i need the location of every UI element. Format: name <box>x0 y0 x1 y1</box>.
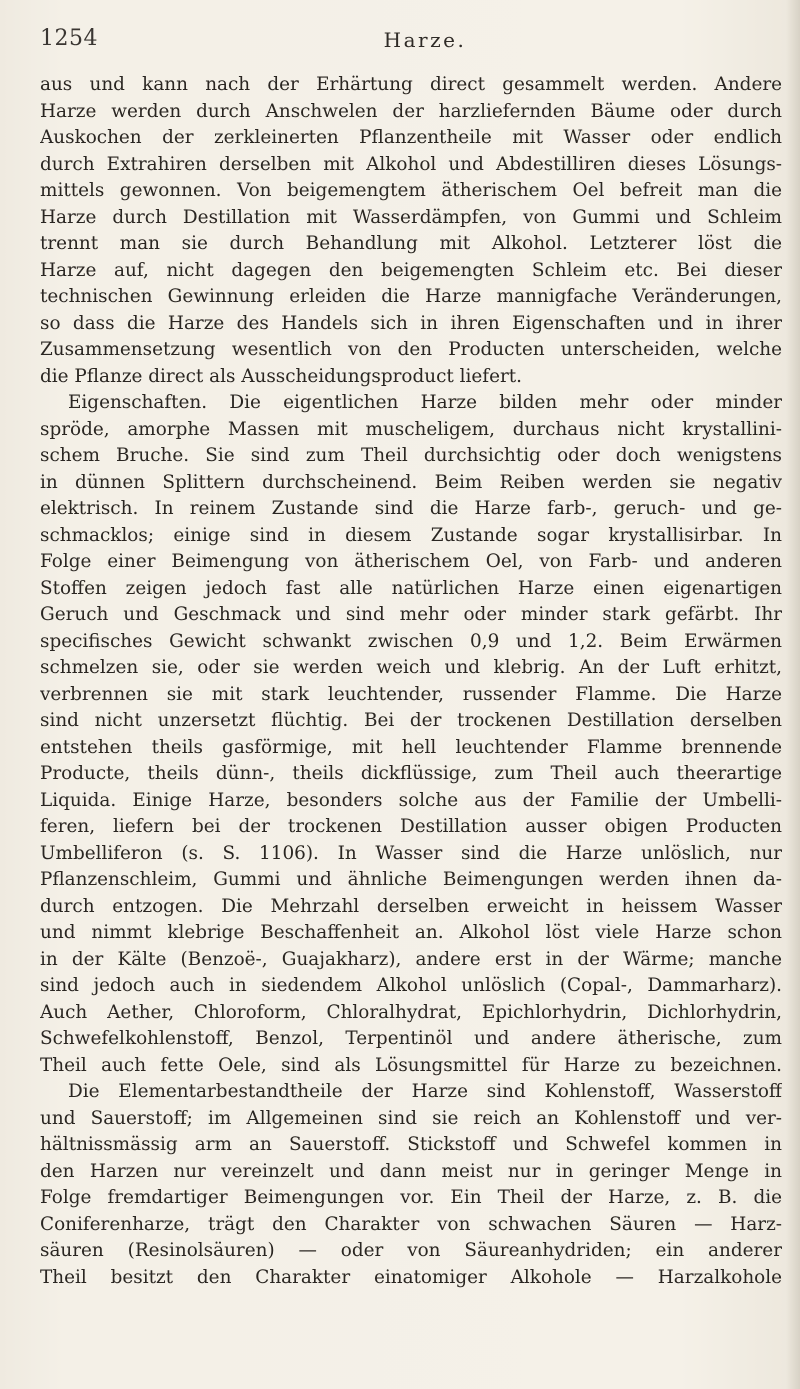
text-line: Harze auf, nicht dagegen den beigemengten Schleim etc. Bei dieser <box>40 259 782 281</box>
text-line: die Pflanze direct als Ausscheidungsproduct liefert. <box>40 365 522 387</box>
text-line: Theil auch fette Oele, sind als Lösungsmittel für Harze zu bezeichnen. <box>40 1054 782 1076</box>
text-line: verbrennen sie mit stark leuchtender, russender Flamme. Die Harze <box>40 683 782 705</box>
text-line: in der Kälte (Benzoë-, Guajakharz), andere erst in der Wärme; manche <box>40 948 782 970</box>
text-line: specifisches Gewicht schwankt zwischen 0,9 und 1,2. Beim Erwärmen <box>40 630 782 652</box>
text-line: Die Elementarbestandtheile der Harze sind Kohlenstoff, Wasserstoff <box>68 1081 782 1102</box>
text-line: aus und kann nach der Erhärtung direct gesammelt werden. Andere <box>40 74 782 95</box>
body-text <box>40 72 782 1291</box>
text-line: schmacklos; einige sind in diesem Zustande sogar krystallisirbar. In <box>40 524 782 546</box>
text-line: sind jedoch auch in siedendem Alkohol unlöslich (Copal-, Dammarharz). <box>40 975 782 996</box>
text-line: in dünnen Splittern durchscheinend. Beim Reiben werden sie negativ <box>40 471 782 493</box>
text-line: den Harzen nur vereinzelt und dann meist nur in geringer Menge in <box>40 1160 782 1182</box>
text-line: Producte, theils dünn-, theils dickflüssige, zum Theil auch theerartige <box>40 763 782 784</box>
text-line: hältnissmässig arm an Sauerstoff. Stickstoff und Schwefel kommen in <box>40 1134 782 1155</box>
text-line: Schwefelkohlenstoff, Benzol, Terpentinöl und andere ätherische, zum <box>40 1028 782 1049</box>
text-line: mittels gewonnen. Von beigemengtem ätherischem Oel befreit man die <box>40 180 782 201</box>
text-line: elektrisch. In reinem Zustande sind die Harze farb-, geruch- und ge- <box>40 498 782 519</box>
text-line: durch Extrahiren derselben mit Alkohol und Abdestilliren dieses Lösungs- <box>40 153 782 175</box>
text-line: Harze durch Destillation mit Wasserdämpfen, von Gummi und Schleim <box>40 206 782 228</box>
text-line: Liquida. Einige Harze, besonders solche aus der Familie der Umbelli- <box>40 789 782 811</box>
text-line: Harze werden durch Anschwelen der harzliefernden Bäume oder durch <box>40 100 782 122</box>
text-line: Stoffen zeigen jedoch fast alle natürlichen Harze einen eigenartigen <box>40 577 782 599</box>
text-line: Pflanzenschleim, Gummi und ähnliche Beimengungen werden ihnen da- <box>40 869 782 890</box>
text-line: und Sauerstoff; im Allgemeinen sind sie reich an Kohlenstoff und ver- <box>40 1107 782 1129</box>
text-line: und nimmt klebrige Beschaffenheit an. Alkohol löst viele Harze schon <box>40 922 782 943</box>
text-line: säuren (Resinolsäuren) — oder von Säureanhydriden; ein anderer <box>40 1240 782 1261</box>
running-head: Harze. <box>383 28 467 52</box>
text-line: Auskochen der zerkleinerten Pflanzentheile mit Wasser oder endlich <box>40 127 782 148</box>
text-line: Theil besitzt den Charakter einatomiger Alkohole — Harzalkohole <box>40 1266 782 1288</box>
text-line: Auch Aether, Chloroform, Chloralhydrat, Epichlorhydrin, Dichlorhydrin, <box>40 1001 782 1023</box>
text-line: sind nicht unzersetzt flüchtig. Bei der trockenen Destillation derselben <box>40 710 782 731</box>
text-line: so dass die Harze des Handels sich in ihren Eigenschaften und in ihrer <box>40 312 782 334</box>
page-number: 1254 <box>40 26 98 51</box>
text-line: feren, liefern bei der trockenen Destillation ausser obigen Producten <box>40 816 782 837</box>
text-line: Geruch und Geschmack und sind mehr oder minder stark gefärbt. Ihr <box>40 604 782 625</box>
text-line: Folge einer Beimengung von ätherischem Oel, von Farb- und anderen <box>40 551 782 572</box>
text-line: Umbelliferon (s. S. 1106). In Wasser sind die Harze unlöslich, nur <box>40 842 782 864</box>
text-line: Coniferenharze, trägt den Charakter von schwachen Säuren — Harz- <box>40 1213 782 1235</box>
text-line: trennt man sie durch Behandlung mit Alkohol. Letzterer löst die <box>40 233 782 254</box>
text-line: Zusammensetzung wesentlich von den Producten unterscheiden, welche <box>40 339 782 360</box>
text-line: schem Bruche. Sie sind zum Theil durchsichtig oder doch wenigstens <box>40 445 782 466</box>
text-line: entstehen theils gasförmige, mit hell leuchtender Flamme brennende <box>40 736 782 758</box>
text-line: Folge fremdartiger Beimengungen vor. Ein Theil der Harze, z. B. die <box>40 1187 782 1208</box>
page-header <box>40 20 760 60</box>
paragraph-heading-line: Eigenschaften. Die eigentlichen Harze bilden mehr oder minder <box>68 392 782 413</box>
text-line: technischen Gewinnung erleiden die Harze mannigfache Veränderungen, <box>40 286 782 307</box>
text-line: schmelzen sie, oder sie werden weich und klebrig. An der Luft erhitzt, <box>40 657 782 678</box>
text-line: spröde, amorphe Massen mit muscheligem, durchaus nicht krystallini- <box>40 418 782 440</box>
text-line: durch entzogen. Die Mehrzahl derselben erweicht in heissem Wasser <box>40 895 782 917</box>
page-edge-shadow <box>786 0 800 1389</box>
